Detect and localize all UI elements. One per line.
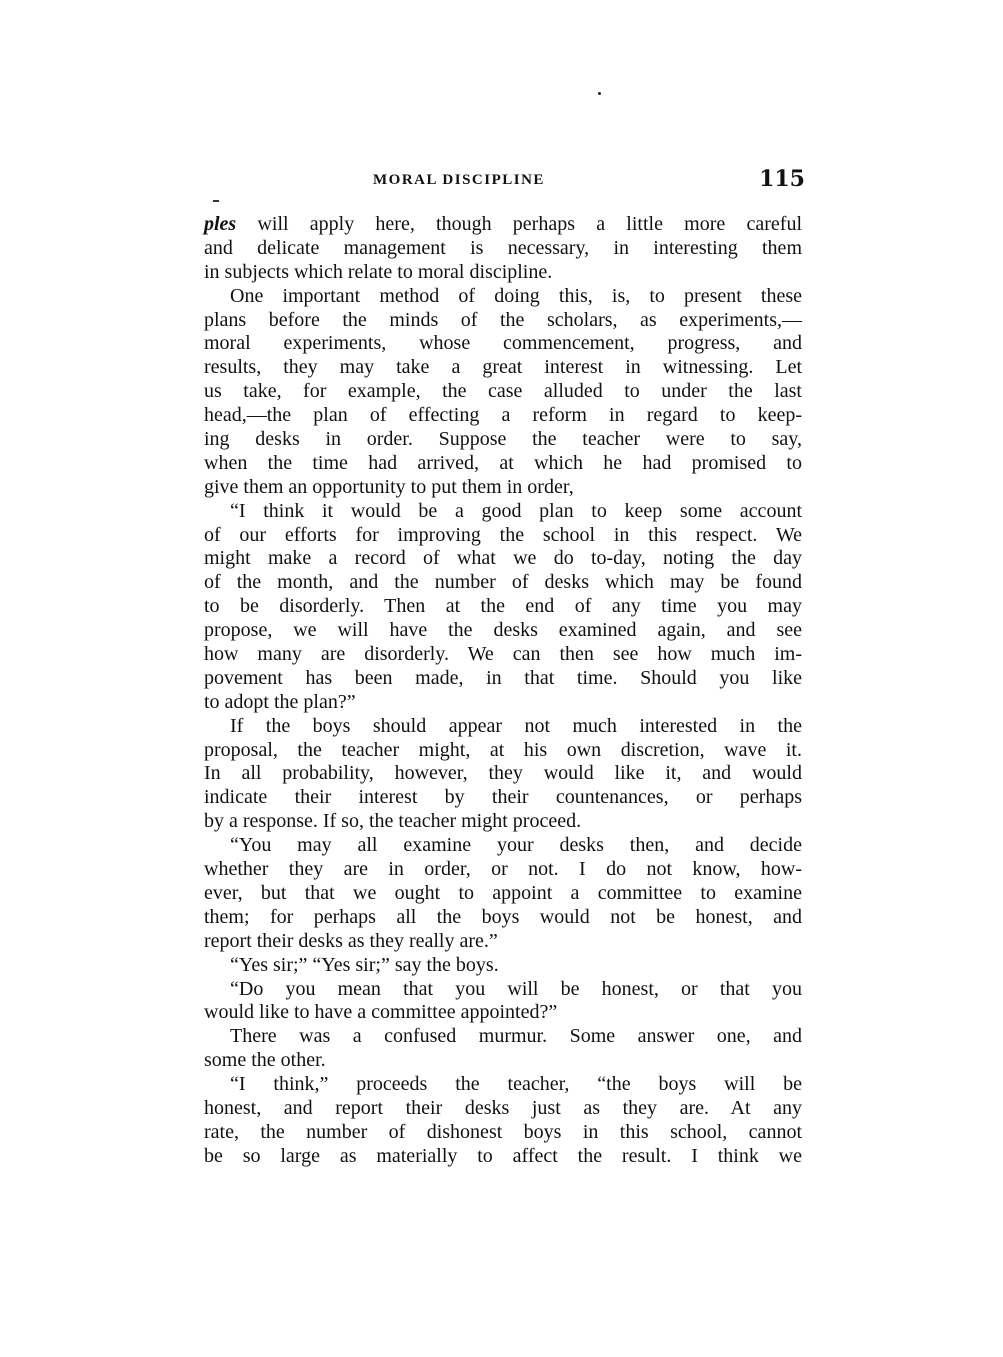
text-line	[204, 356, 802, 380]
text-line-content: One important method of doing this, is, to present these	[230, 284, 802, 307]
text-line	[204, 858, 802, 882]
text-line	[204, 285, 802, 309]
text-line-content: In all probability, however, they would like it, and would	[204, 762, 802, 785]
text-line-content: results, they may take a great interest in witnessing. Let	[204, 356, 802, 379]
text-line-content: rate, the number of dishonest boys in this school, cannot	[204, 1120, 802, 1143]
text-line	[204, 1145, 802, 1169]
text-line	[204, 1049, 802, 1073]
text-line	[204, 476, 802, 500]
text-line	[204, 524, 802, 548]
ink-speck	[598, 92, 601, 95]
text-line-content: If the boys should appear not much interested in the	[230, 714, 802, 737]
text-line	[204, 237, 802, 261]
text-line-content: would like to have a committee appointed?”	[204, 1001, 558, 1024]
running-title: MORAL DISCIPLINE	[373, 172, 545, 188]
text-line-content: be so large as materially to affect the result. I think we	[204, 1144, 802, 1167]
text-line-content: ever, but that we ought to appoint a committee to examine	[204, 881, 802, 904]
page-number: 115	[759, 166, 805, 192]
text-line-content: might make a record of what we do to-day, noting the day	[204, 547, 802, 570]
ink-mark	[213, 200, 219, 202]
text-line-content: “Do you mean that you will be honest, or that you	[230, 977, 802, 1000]
text-line	[204, 332, 802, 356]
text-line-lead: ples	[204, 213, 237, 235]
text-line	[204, 906, 802, 930]
text-line-content: to adopt the plan?”	[204, 690, 356, 713]
text-line	[204, 1097, 802, 1121]
running-head	[205, 166, 805, 196]
text-line	[204, 213, 802, 237]
text-line	[204, 309, 802, 333]
text-line-content: There was a confused murmur. Some answer one, and	[230, 1025, 802, 1048]
text-line-content: report their desks as they really are.”	[204, 929, 498, 952]
text-line	[204, 1025, 802, 1049]
text-line	[204, 810, 802, 834]
text-line	[204, 667, 802, 691]
text-line	[204, 404, 802, 428]
text-line-content: some the other.	[204, 1049, 326, 1072]
text-line	[204, 786, 802, 810]
text-line-content: ing desks in order. Suppose the teacher were to say,	[204, 428, 802, 451]
text-line	[204, 452, 802, 476]
text-line-content: povement has been made, in that time. Should you like	[204, 666, 802, 689]
text-line-content: when the time had arrived, at which he had promised to	[204, 451, 802, 474]
text-line-content: will apply here, though perhaps a little more careful	[257, 213, 802, 235]
text-line-content: propose, we will have the desks examined again, and see	[204, 619, 802, 642]
text-line	[204, 978, 802, 1002]
text-line-content: them; for perhaps all the boys would not be honest, and	[204, 905, 802, 928]
text-line	[204, 762, 802, 786]
text-line	[204, 643, 802, 667]
text-line	[204, 619, 802, 643]
text-line	[204, 571, 802, 595]
text-line-content: “I think it would be a good plan to keep some account	[230, 499, 802, 522]
text-line-content: “You may all examine your desks then, and decide	[230, 834, 802, 857]
text-line	[204, 261, 802, 285]
text-line	[204, 1121, 802, 1145]
text-line-content: of our efforts for improving the school in this respect. We	[204, 523, 802, 546]
text-line-content: by a response. If so, the teacher might proceed.	[204, 810, 582, 833]
text-line	[204, 930, 802, 954]
text-line	[204, 1073, 802, 1097]
text-line-content: moral experiments, whose commencement, progress, and	[204, 332, 802, 355]
text-line	[204, 739, 802, 763]
text-line-content: “Yes sir;” “Yes sir;” say the boys.	[230, 953, 499, 976]
text-line	[204, 380, 802, 404]
text-line	[204, 1001, 802, 1025]
text-line	[204, 715, 802, 739]
text-line-content: proposal, the teacher might, at his own discretion, wave it.	[204, 738, 802, 761]
text-line	[204, 691, 802, 715]
text-line-content: to be disorderly. Then at the end of any time you may	[204, 595, 802, 618]
text-line-content: give them an opportunity to put them in order,	[204, 475, 574, 498]
text-line-content: how many are disorderly. We can then see how much im-	[204, 643, 802, 666]
text-line	[204, 834, 802, 858]
text-line-content: in subjects which relate to moral discipline.	[204, 260, 553, 283]
text-line	[204, 595, 802, 619]
text-line-content: “I think,” proceeds the teacher, “the boys will be	[230, 1073, 802, 1096]
text-line-content: indicate their interest by their countenances, or perhaps	[204, 786, 802, 809]
text-line-content: whether they are in order, or not. I do not know, how-	[204, 858, 802, 881]
body-text	[204, 213, 802, 1169]
text-line	[204, 954, 802, 978]
text-line-content: head,—the plan of effecting a reform in regard to keep-	[204, 404, 802, 427]
text-line	[204, 500, 802, 524]
text-line	[204, 547, 802, 571]
text-line-content: and delicate management is necessary, in interesting them	[204, 236, 802, 259]
text-line-content: plans before the minds of the scholars, as experiments,—	[204, 308, 802, 331]
text-line	[204, 882, 802, 906]
text-line-content: us take, for example, the case alluded to under the last	[204, 380, 802, 403]
text-line	[204, 428, 802, 452]
text-line-content: honest, and report their desks just as they are. At any	[204, 1096, 802, 1119]
text-line-content: of the month, and the number of desks which may be found	[204, 571, 802, 594]
